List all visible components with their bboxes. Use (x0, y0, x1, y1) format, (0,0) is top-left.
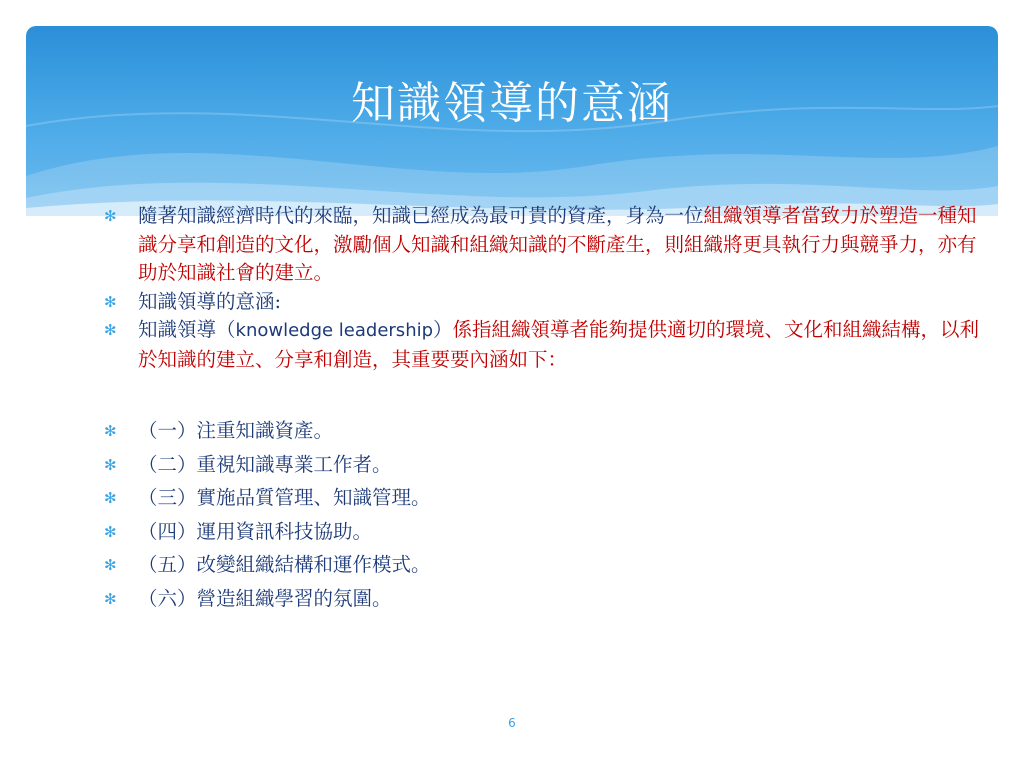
bullet-text-lead: 隨著知識經濟時代的來臨，知識已經成為最可貴的資產，身為一位 (138, 204, 704, 227)
list-item-text: （六）營造組織學習的氛圍。 (138, 586, 392, 610)
asterisk-bullet-icon: ✻ (104, 556, 117, 574)
list-item-text: （三）實施品質管理、知識管理。 (138, 486, 431, 509)
bullet-text-rest: 組織領導者當致力於塑造一種知識分享和創造的文化，激勵個人知識和組織知識的不斷產生，則組織將更具執行力與競爭力，亦有助於知識社會的建立。 (138, 204, 977, 284)
bullet-text-lead: 知識領導（ (138, 318, 236, 341)
bullet-item (104, 288, 984, 317)
asterisk-bullet-icon: ✻ (104, 422, 117, 440)
asterisk-bullet-icon: ✻ (104, 321, 117, 339)
asterisk-bullet-icon: ✻ (104, 489, 117, 507)
numbered-list (104, 417, 984, 613)
bullet-text-latin: knowledge leadership (235, 320, 434, 341)
asterisk-bullet-icon: ✻ (104, 292, 117, 311)
list-item-text: （四）運用資訊科技協助。 (138, 519, 373, 543)
spacer (104, 374, 984, 417)
list-item (104, 518, 984, 547)
list-item (104, 417, 984, 446)
slide-content (104, 202, 984, 618)
bullet-text-close: ） (433, 318, 453, 341)
list-item-text: （一）注重知識資產。 (138, 419, 334, 442)
bullet-text: 知識領導的意涵: (138, 289, 282, 313)
list-item (104, 484, 984, 513)
bullet-item (104, 202, 984, 288)
slide-title: 知識領導的意涵 (351, 78, 673, 129)
bullet-item (104, 316, 984, 374)
list-item (104, 551, 984, 580)
asterisk-bullet-icon: ✻ (104, 207, 117, 225)
bullet-text-rest: 係指組織領導者能夠提供適切的環境、文化和組織結構，以利於知識的建立、分享和創造，其重要要內涵如下： (138, 318, 980, 371)
list-item-text: （二）重視知識專業工作者。 (138, 452, 392, 476)
list-item (104, 585, 984, 614)
list-item-text: （五）改變組織結構和運作模式。 (138, 553, 431, 576)
page-number: 6 (508, 716, 516, 730)
list-item (104, 451, 984, 480)
asterisk-bullet-icon: ✻ (104, 522, 117, 541)
asterisk-bullet-icon: ✻ (104, 589, 117, 608)
asterisk-bullet-icon: ✻ (104, 455, 117, 474)
